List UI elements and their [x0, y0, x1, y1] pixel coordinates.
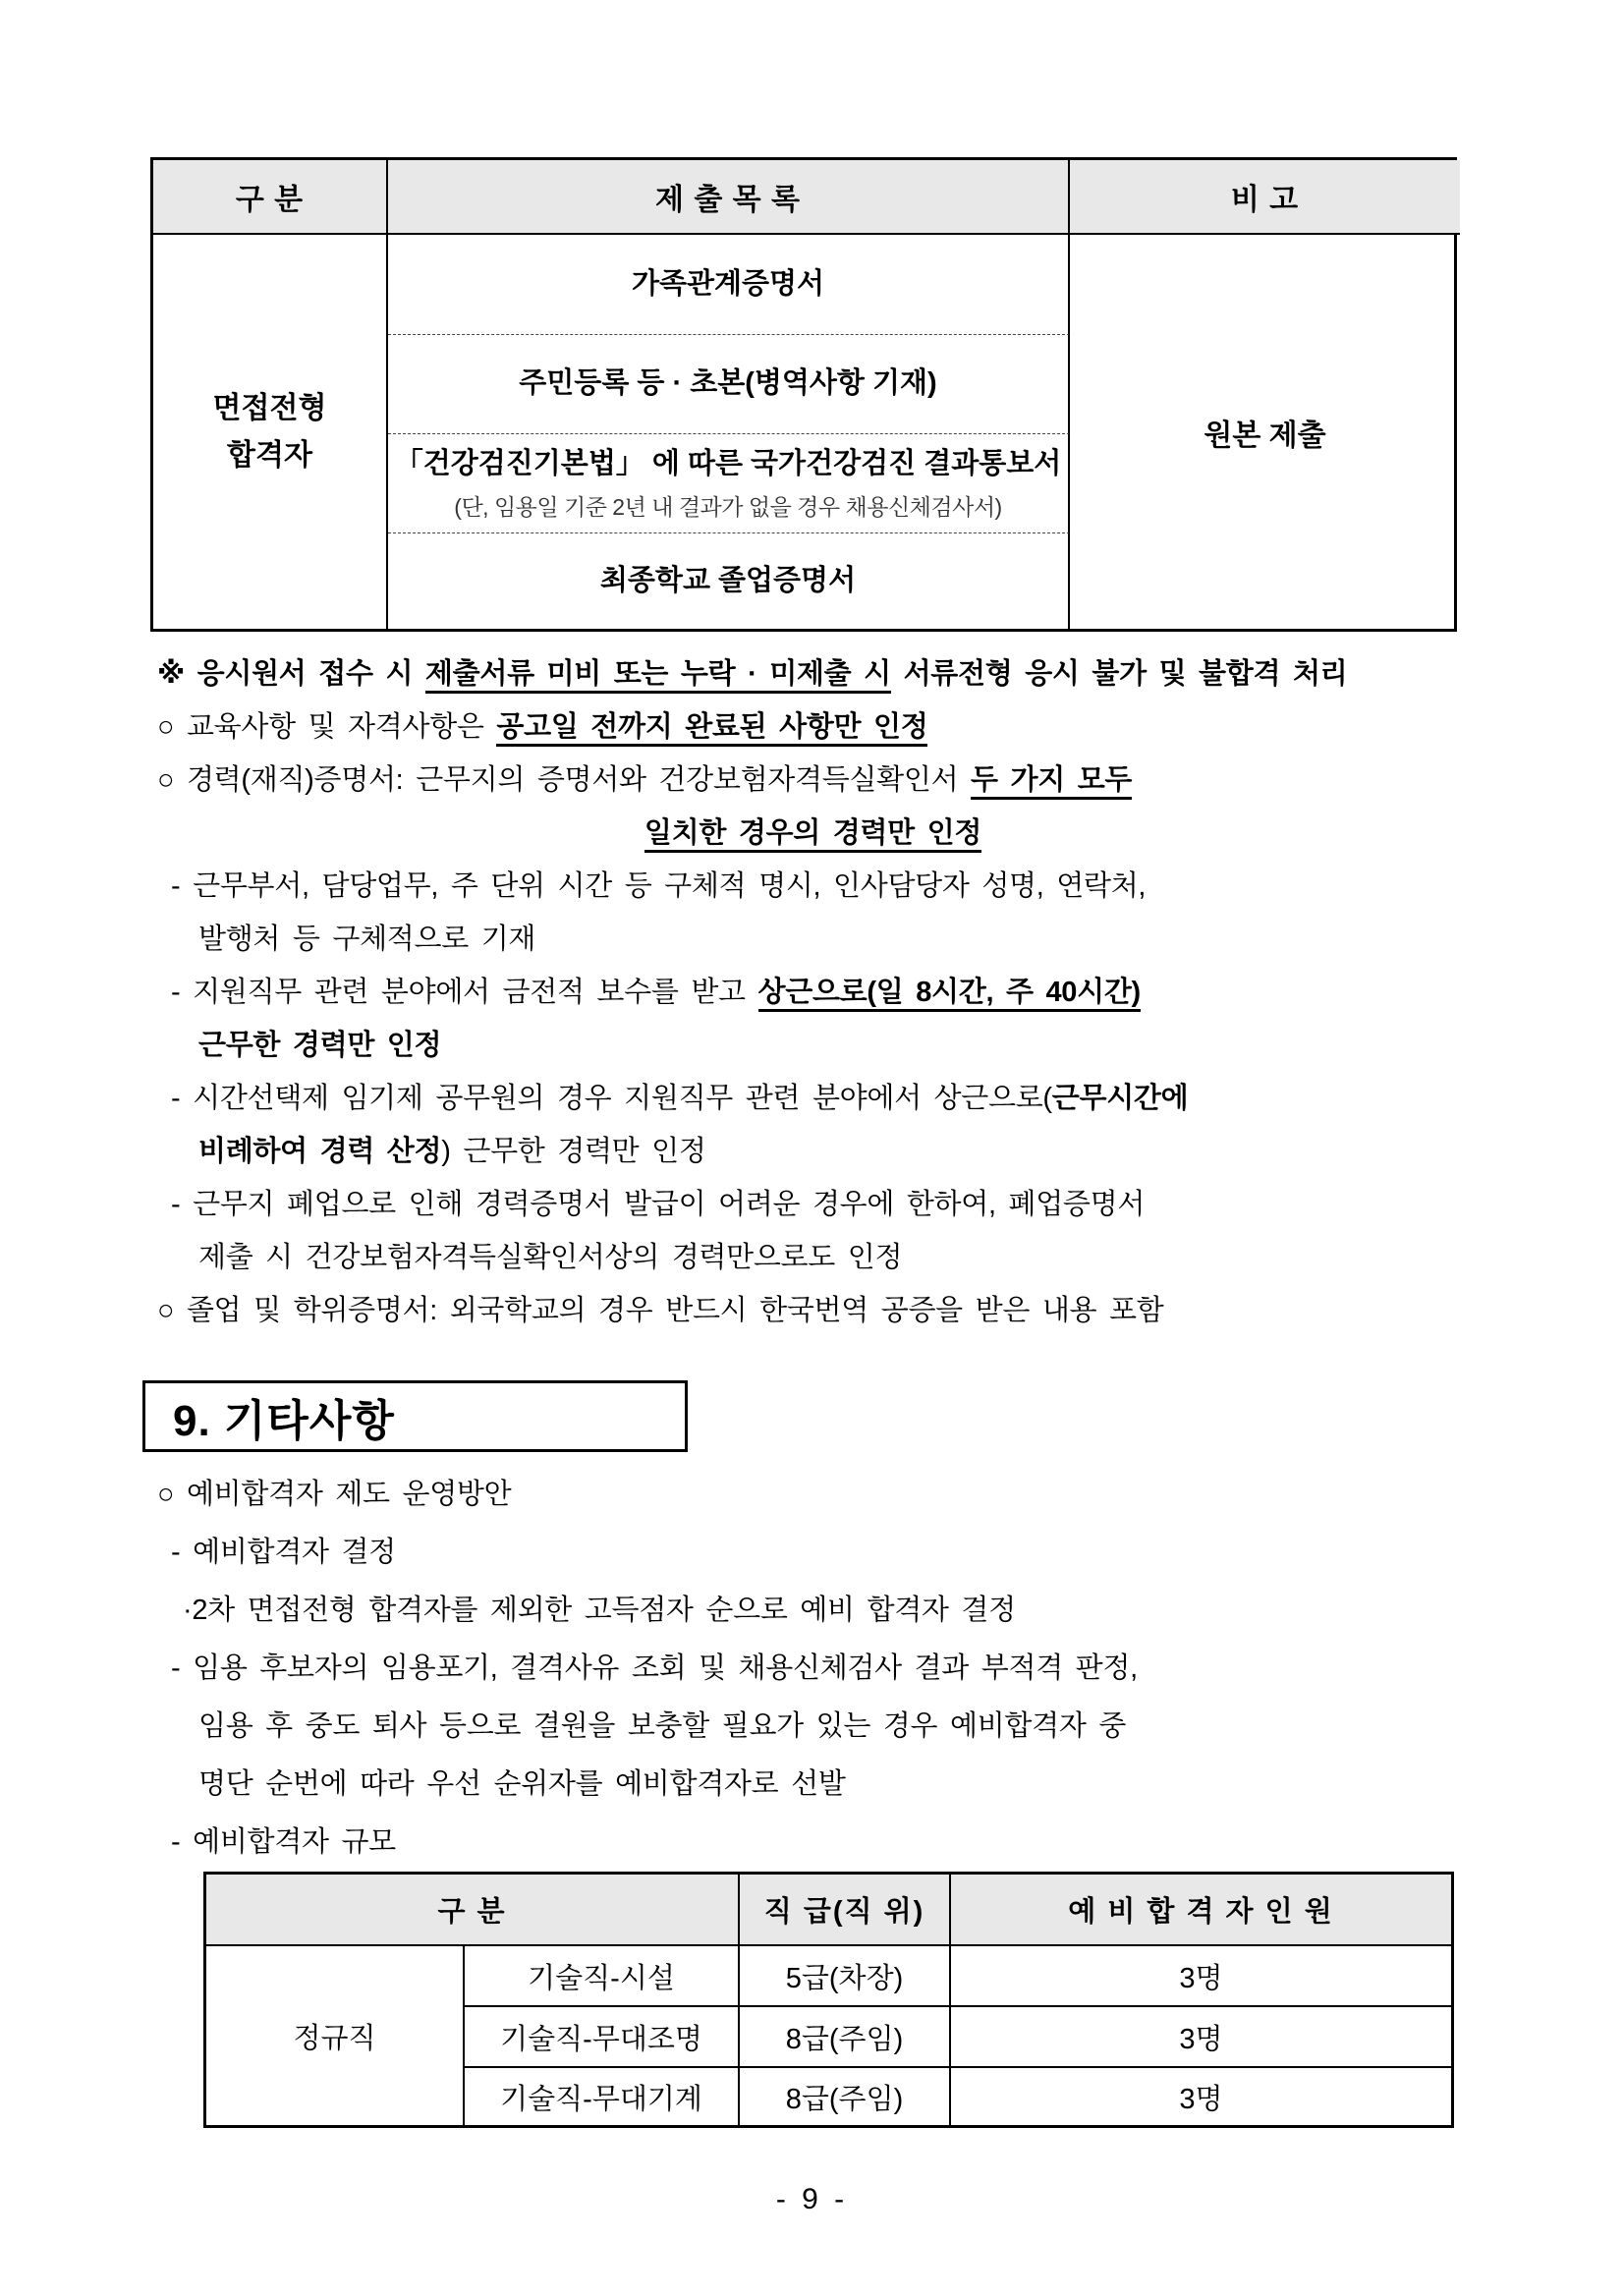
section-9-heading-box: [142, 1380, 688, 1452]
section-9-title: 9. 기타사항: [173, 1396, 395, 1445]
reserve-plan-line: ○ 예비합격자 제도 운영방안: [157, 1479, 512, 1510]
note-asterisk-line: [157, 647, 1469, 700]
table2-header-count: 예 비 합 격 자 인 원: [951, 1875, 1451, 1946]
table1-header-remark: 비 고: [1070, 160, 1460, 235]
reserve-candidates-table: [203, 1872, 1454, 2128]
note-dash3-line2-bold: 비례하여 경력 산정: [198, 1136, 442, 1167]
table2-header-rank: 직 급(직 위): [740, 1875, 951, 1946]
table2-row2-rank: 8급(주임): [740, 2007, 951, 2068]
note-career-pre: ○ 경력(재직)증명서: 근무지의 증명서와 건강보험자격득실확인서: [157, 764, 972, 796]
health-exam-note: (단, 임용일 기준 2년 내 결과가 없을 경우 채용신체검사서): [454, 494, 1002, 521]
table1-category-cell: [153, 235, 388, 629]
health-exam-main: 「건강검진기본법」 에 따른 국가건강검진 결과통보서: [394, 447, 1062, 479]
note-education-line: [157, 700, 1469, 754]
note-education-underline: 공고일 전까지 완료된 사항만 인정: [496, 711, 927, 747]
table2-group-cell: 정규직: [206, 1946, 465, 2125]
table2-header-category: 구 분: [206, 1875, 740, 1946]
reserve-decision-detail-line: ·2차 면접전형 합격자를 제외한 고득점자 순으로 예비 합격자 결정: [183, 1595, 1016, 1626]
note-asterisk-pre: ※ 응시원서 접수 시: [157, 658, 425, 690]
reserve-size-line: - 예비합격자 규모: [171, 1826, 396, 1858]
note-education-pre: ○ 교육사항 및 자격사항은: [157, 711, 497, 743]
note-career-underline: 두 가지 모두: [971, 764, 1132, 800]
category-line2: 합격자: [227, 438, 312, 472]
note-dash4-line2: 제출 시 건강보험자격득실확인서상의 경력만으로도 인정: [198, 1242, 903, 1273]
note-career-line2-underline: 일치한 경우의 경력만 인정: [644, 817, 981, 853]
note-dash2-pre: - 지원직무 관련 분야에서 금전적 보수를 받고: [171, 977, 758, 1008]
note-dash3-line2: [157, 1125, 1469, 1178]
reserve-fill-line2: 임용 후 중도 퇴사 등으로 결원을 보충할 필요가 있는 경우 예비합격자 중: [198, 1710, 1127, 1742]
reserve-decision-line: - 예비합격자 결정: [171, 1537, 396, 1568]
note-dash4-line1: - 근무지 폐업으로 인해 경력증명서 발급이 어려운 경우에 한하여, 폐업증명서: [171, 1189, 1146, 1220]
note-dash2-line1: [157, 966, 1469, 1019]
note-dash2-line2: 근무한 경력만 인정: [198, 1030, 442, 1061]
note-dash2-underline: 상근으로(일 8시간, 주 40시간): [758, 977, 1141, 1012]
category-line1: 면접전형: [212, 391, 327, 424]
note-career-line2: [157, 807, 1469, 860]
note-dash3-pre: - 시간선택제 임기제 공무원의 경우 지원직무 관련 분야에서 상근으로(: [171, 1083, 1052, 1114]
note-graduation-line: ○ 졸업 및 학위증명서: 외국학교의 경우 반드시 한국번역 공증을 받은 내용 포함: [157, 1295, 1164, 1326]
table1-doc-resident-register: 주민등록 등 · 초본(병역사항 기재): [388, 335, 1070, 434]
table2-row3-count: 3명: [1179, 2083, 1223, 2115]
note-dash3-bold: 근무시간에: [1051, 1083, 1189, 1114]
reserve-fill-line3: 명단 순번에 따라 우선 순위자를 예비합격자로 선발: [198, 1768, 846, 1800]
table2-row1-rank: 5급(차장): [740, 1946, 951, 2007]
note-dash3-line2-post: ) 근무한 경력만 인정: [441, 1136, 706, 1167]
submission-documents-table: [150, 157, 1457, 632]
page-number: - 9 -: [775, 2183, 849, 2215]
notes-section-2: [157, 1466, 1469, 1872]
table2-row1-job: 기술직-시설: [465, 1946, 740, 2007]
notes-section-1: [157, 647, 1469, 1337]
table2-row1-count: 3명: [951, 1946, 1451, 2007]
table2-row2-job: 기술직-무대조명: [465, 2007, 740, 2068]
note-dash1-line1: - 근무부서, 담당업무, 주 단위 시간 등 구체적 명시, 인사담당자 성명, 연락처,: [171, 870, 1147, 902]
table1-doc-graduation-cert: 최종학교 졸업증명서: [388, 533, 1070, 629]
note-asterisk-post: 서류전형 응시 불가 및 불합격 처리: [890, 658, 1348, 690]
note-asterisk-underline: 제출서류 미비 또는 누락 · 미제출 시: [425, 658, 891, 694]
note-dash1-line2: 발행처 등 구체적으로 기재: [198, 924, 536, 955]
table1-doc-family-cert: 가족관계증명서: [388, 235, 1070, 335]
table1-remark-cell: 원본 제출: [1204, 419, 1326, 452]
note-dash3-line1: [157, 1072, 1469, 1125]
table2-row3-job: 기술직-무대기계: [465, 2068, 740, 2125]
reserve-fill-line1: - 임용 후보자의 임용포기, 결격사유 조회 및 채용신체검사 결과 부적격 판정,: [171, 1652, 1138, 1684]
table1-doc-health-exam: [388, 434, 1070, 533]
table1-header-category: 구 분: [153, 160, 388, 235]
table2-row3-rank: 8급(주임): [740, 2068, 951, 2125]
table1-header-documents: 제 출 목 록: [388, 160, 1070, 235]
note-career-line1: [157, 754, 1469, 807]
table2-row2-count: 3명: [951, 2007, 1451, 2068]
